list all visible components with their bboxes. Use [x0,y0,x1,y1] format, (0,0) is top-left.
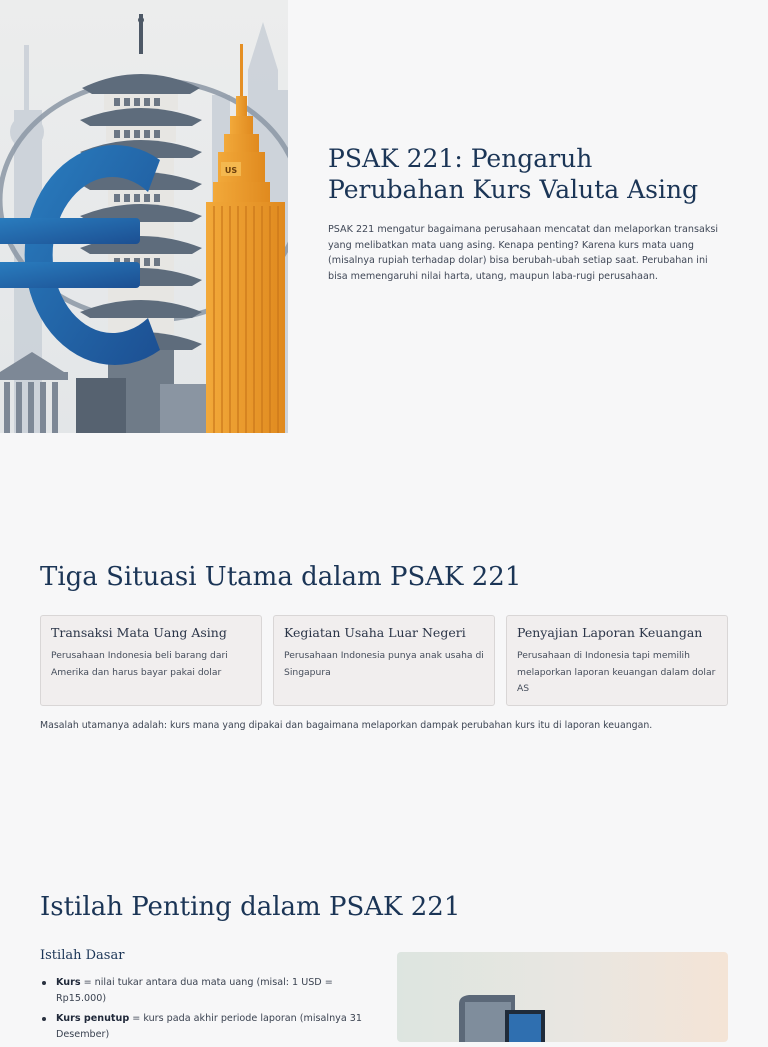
hero-text-block [328,143,728,284]
term-name: Kurs [56,977,81,988]
situation-card [40,615,262,706]
card-title: Penyajian Laporan Keuangan [517,625,703,640]
card-text: Perusahaan di Indonesia tapi memilih melaporkan laporan keuangan dalam dolar AS [517,650,716,694]
card-text: Perusahaan Indonesia beli barang dari Amerika dan harus bayar pakai dolar [51,650,228,678]
hero-illustration [0,0,288,433]
subsection-title: Istilah Dasar [40,948,125,963]
card-title: Kegiatan Usaha Luar Negeri [284,625,466,640]
monitor-icon [459,995,545,1042]
hero-description: PSAK 221 mengatur bagaimana perusahaan mencatat dan melaporkan transaksi yang melibatkan mata uang asing. Kenapa penting? Karena kurs mata uang (misalnya rupiah terhadap dolar) bisa berubah-ubah setiap saat. Perubahan ini bisa memengaruhi nilai harta, utang, maupun laba-rugi perusahaan. [328,224,719,282]
card-title: Transaksi Mata Uang Asing [51,625,227,640]
situations-note: Masalah utamanya adalah: kurs mana yang dipakai dan bagaimana melaporkan dampak perubahan kurs itu di laporan keuangan. [40,720,653,731]
section-title-terms: Istilah Penting dalam PSAK 221 [40,892,461,922]
situation-card [273,615,495,706]
list-item [40,975,370,1007]
term-definition: = nilai tukar antara dua mata uang (misal: 1 USD = Rp15.000) [56,977,333,1004]
list-item [40,1011,370,1043]
terms-illustration [397,952,728,1042]
situation-cards [40,615,728,708]
term-name: Kurs penutup [56,1013,130,1024]
term-list [40,975,370,1047]
term-definition: = kurs pada akhir periode laporan (misalnya 31 Desember) [56,1013,362,1040]
us-sign-label: US [224,166,238,175]
section-title-situations: Tiga Situasi Utama dalam PSAK 221 [40,562,522,592]
situation-card [506,615,728,706]
card-text: Perusahaan Indonesia punya anak usaha di Singapura [284,650,484,678]
page-title: PSAK 221: Pengaruh Perubahan Kurs Valuta Asing [328,144,699,204]
